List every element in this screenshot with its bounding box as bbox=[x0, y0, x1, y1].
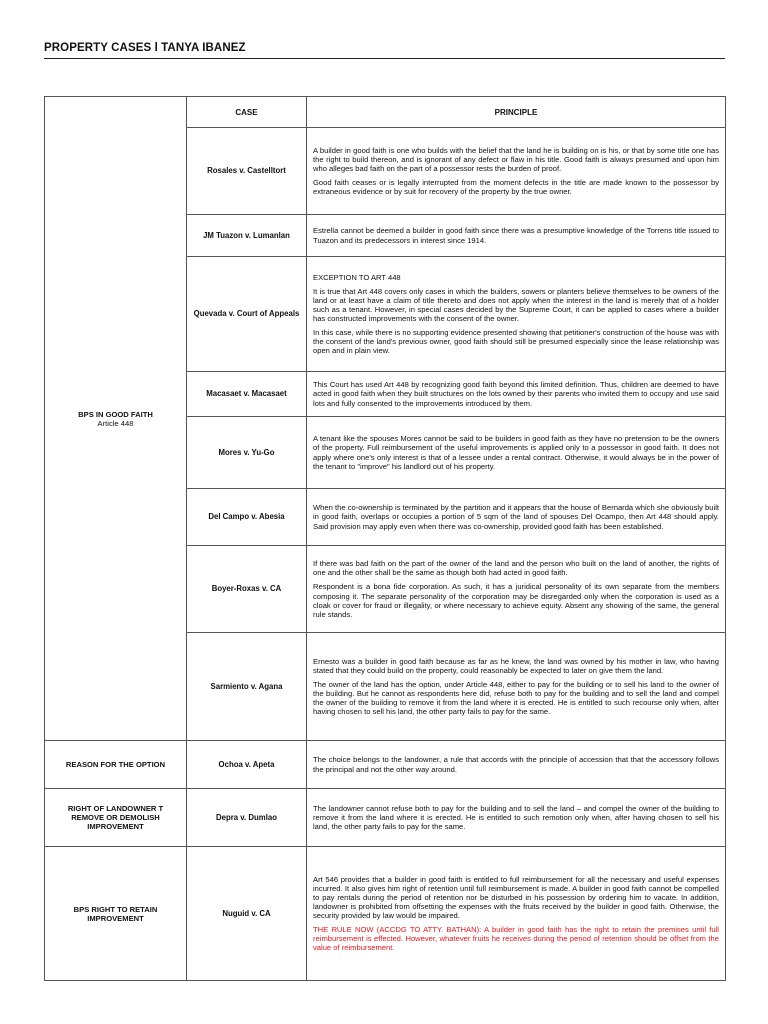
principle-paragraph: Art 546 provides that a builder in good faith is entitled to full reimbursement for all the necessary and useful expenses incurred. It also gives him right of retention until full reimbursement is made. A builder in good faith cannot be compelled to pay rentals during the period of retention nor be disturbed in his possession by ordering him to vacate. In addition, landowner is prohibited from offsetting the expenses with the fruits received by the builder in good faith. Otherwise, the security provided by law would be impaired. bbox=[313, 874, 719, 920]
principle-cell bbox=[307, 257, 726, 372]
case-name: Sarmiento v. Agana bbox=[187, 633, 307, 741]
topic-cell bbox=[45, 97, 187, 741]
principle-cell bbox=[307, 789, 726, 847]
case-name: JM Tuazon v. Lumanlan bbox=[187, 215, 307, 257]
property-cases-table bbox=[44, 96, 726, 981]
atty-note: THE RULE NOW (ACCDG TO ATTY. BATHAN): A builder in good faith has the right to retain the premises until full reimbursement is effected. However, whatever fruits he receives during the period of retention should be offset from the value of reimbursement. bbox=[313, 925, 719, 953]
principle-paragraph: It is true that Art 448 covers only cases in which the builders, sowers or planters believe themselves to be owners of the land or at least have a claim of title thereto and does not apply when the interest in the land is merely that of a holder such as a tenant. However, in special cases decided by the Supreme Court, it can be applied to cases where a builder has constructed improvements with the consent of the owner. bbox=[313, 286, 719, 323]
topic-label: BPS RIGHT TO RETAIN IMPROVEMENT bbox=[73, 904, 158, 923]
principle-paragraph: Ernesto was a builder in good faith because as far as he knew, the land was owned by his mother in law, who having stated that they could build on the property, could reasonably be expected to later on give them the land. bbox=[313, 656, 719, 675]
principle-paragraph: A builder in good faith is one who builds with the belief that the land he is building on is his, or that by some title one has the right to build thereon, and is ignorant of any defect or flaw in his title. Good faith is always presumed and upon him who alleges bad faith on the part of a possessor rests the burden of proof. bbox=[313, 145, 719, 173]
case-name: Depra v. Dumlao bbox=[187, 789, 307, 847]
case-name: Boyer-Roxas v. CA bbox=[187, 546, 307, 633]
principle-paragraph: Respondent is a bona fide corporation. As such, it has a juridical personality of its own separate from the members composing it. The separate personality of the corporation may be disregarded only when the corporation is used as a cloak or cover for fraud or illegality, or where necessary to achieve equity. Absent any showing of the same, the general rule stands. bbox=[313, 582, 719, 619]
topic-label: REASON FOR THE OPTION bbox=[65, 760, 166, 769]
case-name: Del Campo v. Abesia bbox=[187, 489, 307, 546]
principle-paragraph: When the co-ownership is terminated by the partition and it appears that the house of Bernarda which she obviously built in good faith, overlaps or occupies a portion of 5 sqm of the land of spouses Del Ocampo, then Art 448 should apply. Said provision may apply even when there was co-ownership, provided good faith has been established. bbox=[313, 503, 719, 531]
case-name: Mores v. Yu-Go bbox=[187, 417, 307, 489]
principle-paragraph: This Court has used Art 448 by recognizing good faith beyond this limited definition. Thus, children are deemed to have acted in good faith when they built structures on the lots owned by their parents who invited them to occupy and use said lots and fully consented to the improvements introduced by them. bbox=[313, 380, 719, 408]
column-header-case: CASE bbox=[187, 97, 307, 128]
principle-paragraph: The landowner cannot refuse both to pay for the building and to sell the land – and compel the owner of the building to remove it from the land where it is erected. He is entitled to such remotion only when, after having chosen to sell his land, the other party fails to pay for the same. bbox=[313, 803, 719, 832]
principle-cell bbox=[307, 215, 726, 257]
topic-cell bbox=[45, 741, 187, 789]
case-name: Macasaet v. Macasaet bbox=[187, 372, 307, 417]
principle-paragraph: If there was bad faith on the part of the owner of the land and the person who built on the land of another, the rights of one and the other shall be the same as though both had acted in good faith. bbox=[313, 559, 719, 578]
case-name: Nuguid v. CA bbox=[187, 847, 307, 981]
table-row bbox=[45, 741, 726, 789]
topic-sublabel: Article 448 bbox=[97, 418, 134, 428]
case-name: Rosales v. Castelltort bbox=[187, 128, 307, 215]
principle-cell bbox=[307, 546, 726, 633]
topic-cell bbox=[45, 789, 187, 847]
principle-cell bbox=[307, 417, 726, 489]
case-name: Quevada v. Court of Appeals bbox=[187, 257, 307, 372]
principle-paragraph: Good faith ceases or is legally interrupted from the moment defects in the title are made known to the possessor by extraneous evidence or by suit for recovery of the property by the true owner. bbox=[313, 178, 719, 197]
document-header: PROPERTY CASES l TANYA IBANEZ bbox=[44, 42, 246, 54]
principle-paragraph: Estrella cannot be deemed a builder in good faith since there was a presumptive knowledge of the Torrens title issued to Tuazon and its predecessors in interest since 1914. bbox=[313, 226, 719, 245]
principle-cell bbox=[307, 741, 726, 789]
principle-paragraph: The owner of the land has the option, under Article 448, either to pay for the building or to sell his land to the owner of the building. But he cannot as respondents here did, refuse both to pay for the building and to sell the land and compel the owner of the building to remove it from the land where it is erected. He is entitled to such recourse only when, after having chosen to sell his land, the other party fails to pay for the same. bbox=[313, 679, 719, 717]
header-divider bbox=[44, 58, 725, 59]
topic-label: BPS IN GOOD FAITH bbox=[78, 409, 153, 419]
table-row bbox=[45, 847, 726, 981]
column-header-principle: PRINCIPLE bbox=[307, 97, 726, 128]
case-name: Ochoa v. Apeta bbox=[187, 741, 307, 789]
principle-paragraph: The choice belongs to the landowner, a rule that accords with the principle of accession that that the accessory follows the principal and not the other way around. bbox=[313, 755, 719, 774]
table-row bbox=[45, 789, 726, 847]
topic-label: RIGHT OF LANDOWNER T REMOVE OR DEMOLISH IMPROVEMENT bbox=[67, 804, 164, 831]
principle-paragraph: EXCEPTION TO ART 448 bbox=[313, 272, 401, 282]
principle-cell bbox=[307, 128, 726, 215]
principle-cell bbox=[307, 847, 726, 981]
principle-paragraph: In this case, while there is no supporting evidence presented showing that petitioner's construction of the house was with the consent of the land's previous owner, good faith should still be presumed especially since the lease relationship was open and in plain view. bbox=[313, 328, 719, 356]
principle-cell bbox=[307, 372, 726, 417]
topic-cell bbox=[45, 847, 187, 981]
table-header-row bbox=[45, 97, 726, 128]
principle-cell bbox=[307, 489, 726, 546]
principle-cell bbox=[307, 633, 726, 741]
principle-paragraph: A tenant like the spouses Mores cannot be said to be builders in good faith as they have no pretension to be the owners of the property. Full reimbursement of the useful improvements is applied only to a possessor in good faith. It does not apply where one's only interest is that of a lessee under a rental contract. Otherwise, it would always be in the power of the tenant to "improve" his landlord out of his property. bbox=[313, 434, 719, 471]
